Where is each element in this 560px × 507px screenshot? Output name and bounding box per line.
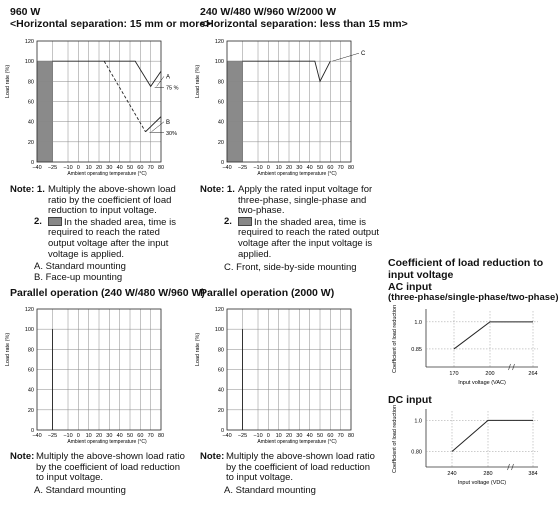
y-tick-label: 60 (217, 367, 224, 374)
y-tick-label: 80 (217, 347, 224, 354)
annotation-leader (152, 122, 165, 132)
y-tick-label: 120 (214, 307, 224, 313)
series-line (452, 420, 533, 451)
x-tick-label: 60 (137, 433, 144, 439)
x-tick-label: 40 (306, 433, 313, 439)
y-axis-label: Load rate (%) (5, 64, 11, 99)
chart2-svg (190, 32, 385, 182)
y-tick-label: 120 (24, 39, 34, 45)
annotation-value: 75 % (166, 85, 179, 92)
y-tick-label: 0.85 (411, 346, 422, 353)
x-tick-label: 200 (485, 371, 495, 377)
y-tick-label: 120 (24, 307, 34, 313)
annotation-label: C (361, 51, 366, 58)
shaded-area (37, 61, 53, 162)
y-axis-label: Coefficient of load reduction (392, 305, 398, 374)
legend-item-c: C. Front, side-by-side mounting (224, 262, 357, 274)
x-tick-label: −40 (222, 433, 232, 439)
x-axis-label: Ambient operating temperature (°C) (67, 171, 147, 177)
chart4-title: Parallel operation (2000 W) (200, 287, 335, 299)
x-tick-label: 30 (296, 165, 303, 171)
y-tick-label: 1.0 (414, 418, 422, 425)
chart1-title: 960 W (10, 6, 41, 18)
annotation-value: 30% (166, 130, 178, 137)
y-tick-label: 0 (220, 160, 224, 166)
shaded-area-swatch (238, 217, 252, 226)
x-tick-label: −10 (63, 433, 73, 439)
x-tick-label: 0 (76, 433, 80, 439)
y-tick-label: 0.80 (411, 449, 422, 456)
x-tick-label: 0 (266, 433, 270, 439)
y-tick-label: 40 (217, 387, 224, 394)
chart3-title: Parallel operation (240 W/480 W/960 W) (10, 287, 205, 299)
x-tick-label: 70 (147, 433, 154, 439)
series-line (243, 61, 331, 81)
x-tick-label: −40 (32, 165, 42, 171)
chart2-subtitle: <Horizontal separation: less than 15 mm> (200, 18, 408, 30)
y-tick-label: 0 (220, 428, 224, 434)
note-text: In the shaded area, time is required to reach the rated output voltage after the input voltage is applied. (48, 216, 176, 260)
series-line (454, 322, 533, 349)
x-tick-label: 40 (306, 165, 313, 171)
series-line (104, 61, 145, 132)
chart4-svg (190, 300, 385, 450)
shaded-area-swatch (48, 217, 62, 226)
x-tick-label: 50 (126, 165, 134, 171)
series-line (146, 117, 162, 132)
note-number: 2. (34, 215, 42, 227)
x-tick-label: −25 (47, 433, 58, 439)
x-tick-label: 50 (316, 165, 324, 171)
x-tick-label: 50 (316, 433, 324, 439)
x-tick-label: 240 (447, 471, 457, 477)
x-tick-label: 384 (528, 471, 538, 477)
x-tick-label: −10 (253, 165, 263, 171)
y-tick-label: 0 (30, 160, 34, 166)
y-tick-label: 20 (27, 407, 34, 414)
x-tick-label: 60 (327, 165, 334, 171)
shaded-area (227, 61, 243, 162)
note-text: Apply the rated input voltage for three-phase, single-phase and two-phase. (238, 184, 373, 217)
chart2-notes (200, 185, 380, 274)
x-tick-label: −10 (253, 433, 263, 439)
y-tick-label: 60 (217, 99, 224, 106)
note-number: 2. (224, 215, 232, 227)
y-tick-label: 20 (27, 139, 34, 146)
x-tick-label: −40 (222, 165, 232, 171)
x-tick-label: −25 (47, 165, 58, 171)
x-tick-label: 20 (95, 433, 103, 439)
y-tick-label: 60 (27, 99, 34, 106)
x-tick-label: 40 (116, 165, 123, 171)
x-tick-label: 80 (157, 433, 165, 439)
annotation-label: A (166, 74, 171, 81)
x-tick-label: 20 (285, 165, 293, 171)
note-lead: Note: 1. (10, 184, 45, 195)
x-tick-label: −25 (237, 433, 248, 439)
x-axis-label: Ambient operating temperature (°C) (257, 439, 337, 445)
chart4-notes (200, 452, 376, 496)
series-line (53, 61, 162, 86)
x-tick-label: 70 (337, 165, 344, 171)
y-tick-label: 40 (217, 119, 224, 126)
chart3-notes (10, 452, 186, 496)
x-tick-label: 40 (116, 433, 123, 439)
y-tick-label: 20 (217, 407, 224, 414)
x-tick-label: 10 (85, 433, 92, 439)
y-tick-label: 100 (24, 327, 34, 334)
chart3-svg (0, 300, 195, 450)
x-tick-label: 30 (106, 433, 113, 439)
note-lead: Note: 1. (200, 184, 235, 195)
note-text: Multiply the above-shown load ratio by the coefficient of load reduction to input voltage. (48, 184, 176, 217)
x-tick-label: 10 (275, 165, 282, 171)
chart5-svg (388, 305, 556, 390)
y-tick-label: 0 (30, 428, 34, 434)
coefficient-panel-title: Coefficient of load reduction to input voltage (388, 257, 544, 281)
x-tick-label: 264 (528, 371, 538, 377)
y-tick-label: 80 (27, 347, 34, 354)
x-axis-label: Ambient operating temperature (°C) (257, 171, 337, 177)
x-tick-label: 170 (449, 371, 459, 377)
chart1-subtitle: <Horizontal separation: 15 mm or more> (10, 18, 212, 30)
y-tick-label: 20 (217, 139, 224, 146)
y-tick-label: 40 (27, 119, 34, 126)
x-tick-label: 70 (147, 165, 154, 171)
x-tick-label: 20 (95, 165, 103, 171)
y-axis-label: Load rate (%) (195, 332, 201, 367)
chart1-notes (10, 185, 186, 283)
note-lead: Note: (200, 451, 225, 462)
legend-item-b: B. Face-up mounting (34, 271, 123, 283)
x-tick-label: 70 (337, 433, 344, 439)
note-lead: Note: (10, 451, 35, 462)
x-tick-label: 280 (483, 471, 493, 477)
note-text: In the shaded area, time is required to reach the rated output voltage after the input voltage is applied. (238, 216, 380, 260)
x-tick-label: 20 (285, 433, 293, 439)
y-tick-label: 80 (27, 79, 34, 86)
y-axis-label: Coefficient of load reduction (392, 405, 398, 474)
y-axis-label: Load rate (%) (195, 64, 201, 99)
chart5-title: AC input (388, 281, 432, 293)
x-axis-label: Input voltage (VAC) (458, 380, 506, 386)
chart2-title: 240 W/480 W/960 W/2000 W (200, 6, 336, 18)
x-tick-label: 0 (76, 165, 80, 171)
x-tick-label: 80 (157, 165, 165, 171)
chart5-subtitle: (three-phase/single-phase/two-phase) (388, 292, 559, 303)
x-tick-label: 0 (266, 165, 270, 171)
x-tick-label: 80 (347, 433, 355, 439)
legend-item-a: A. Standard mounting (34, 484, 126, 496)
y-tick-label: 100 (214, 327, 224, 334)
x-axis-label: Input voltage (VDC) (457, 480, 507, 486)
x-tick-label: 50 (126, 433, 134, 439)
x-tick-label: 80 (347, 165, 355, 171)
x-tick-label: −40 (32, 433, 42, 439)
chart1-svg (0, 32, 195, 182)
x-tick-label: 30 (106, 165, 113, 171)
x-tick-label: 60 (327, 433, 334, 439)
y-tick-label: 80 (217, 79, 224, 86)
y-tick-label: 40 (27, 387, 34, 394)
y-tick-label: 120 (214, 39, 224, 45)
y-tick-label: 60 (27, 367, 34, 374)
x-tick-label: 10 (85, 165, 92, 171)
x-tick-label: −25 (237, 165, 248, 171)
x-tick-label: 10 (275, 433, 282, 439)
annotation-label: B (166, 119, 171, 126)
x-axis-label: Ambient operating temperature (°C) (67, 439, 147, 445)
y-axis-label: Load rate (%) (5, 332, 11, 367)
x-tick-label: 60 (137, 165, 144, 171)
note-text: Multiply the above-shown load ratio by the coefficient of load reduction to input voltage. (226, 451, 375, 484)
note-text: Multiply the above-shown load ratio by the coefficient of load reduction to input voltage. (36, 451, 185, 484)
y-tick-label: 100 (24, 59, 34, 66)
x-tick-label: −10 (63, 165, 73, 171)
legend-item-a: A. Standard mounting (34, 261, 126, 273)
y-tick-label: 100 (214, 59, 224, 66)
chart6-svg (388, 405, 556, 495)
annotation-leader (332, 53, 359, 61)
legend-item-a: A. Standard mounting (224, 484, 316, 496)
y-tick-label: 1.0 (414, 319, 422, 326)
x-tick-label: 30 (296, 433, 303, 439)
chart6-title: DC input (388, 394, 432, 406)
